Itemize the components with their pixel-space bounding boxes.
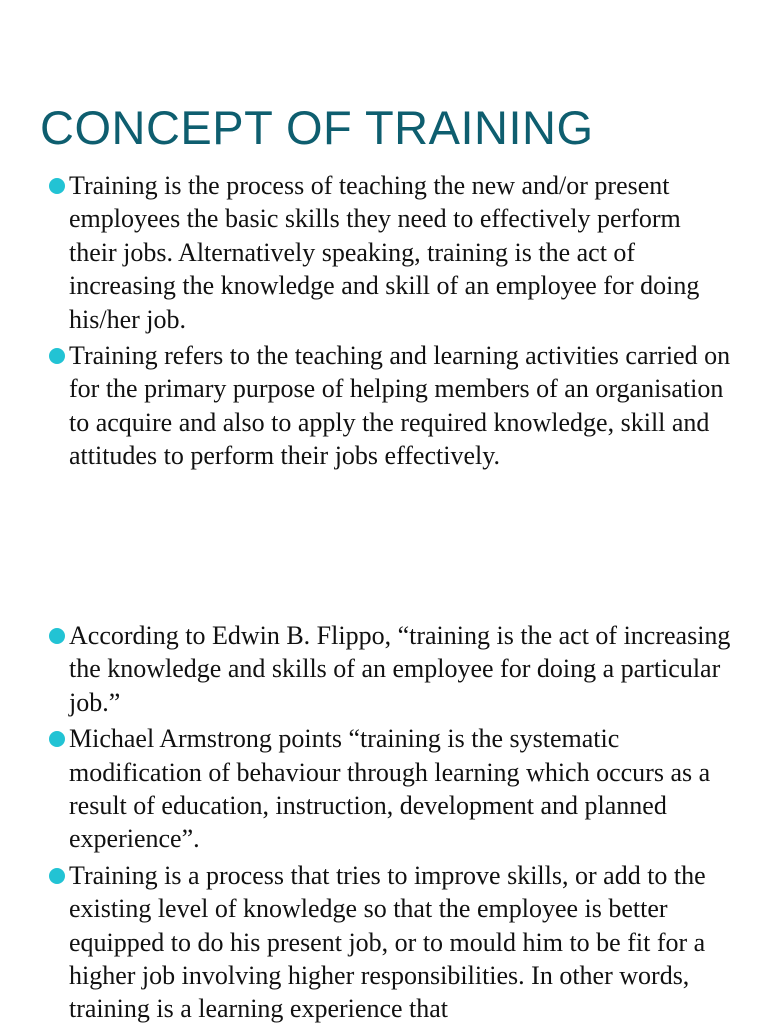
bullet-text: Training refers to the teaching and learning activities carried on for the primary purpose of helping members of an organisation to acquire and also to apply the required knowledge, skill and attitudes to perform their jobs effectively.	[69, 341, 731, 471]
bullet-item	[0, 339, 768, 473]
bullet-item	[0, 859, 768, 1026]
bullet-item	[0, 169, 768, 336]
bullet-list-top	[0, 169, 768, 476]
slide-title: CONCEPT OF TRAINING	[40, 101, 594, 154]
bullet-item	[0, 722, 768, 856]
bullet-text: According to Edwin B. Flippo, “training is the act of increasing the knowledge and skills of an employee for doing a particular job.”	[69, 621, 731, 717]
bullet-dot-icon	[49, 731, 65, 747]
bullet-dot-icon	[49, 178, 65, 194]
bullet-item	[0, 619, 768, 719]
bullet-dot-icon	[49, 868, 65, 884]
bullet-dot-icon	[49, 628, 65, 644]
bullet-text: Michael Armstrong points “training is the systematic modification of behaviour through learning which occurs as a result of education, instruction, development and planned experience”.	[69, 724, 711, 854]
bullet-list-bottom	[0, 619, 768, 1029]
bullet-text: Training is a process that tries to improve skills, or add to the existing level of knowledge so that the employee is better equipped to do his present job, or to mould him to be fit for a higher job involving higher responsibilities. In other words, training is a learning experience that	[69, 860, 706, 1024]
bullet-dot-icon	[49, 348, 65, 364]
bullet-text: Training is the process of teaching the new and/or present employees the basic skills they need to effectively perform their jobs. Alternatively speaking, training is the act of increasing the knowledge and skill of an employee for doing his/her job.	[69, 171, 700, 334]
